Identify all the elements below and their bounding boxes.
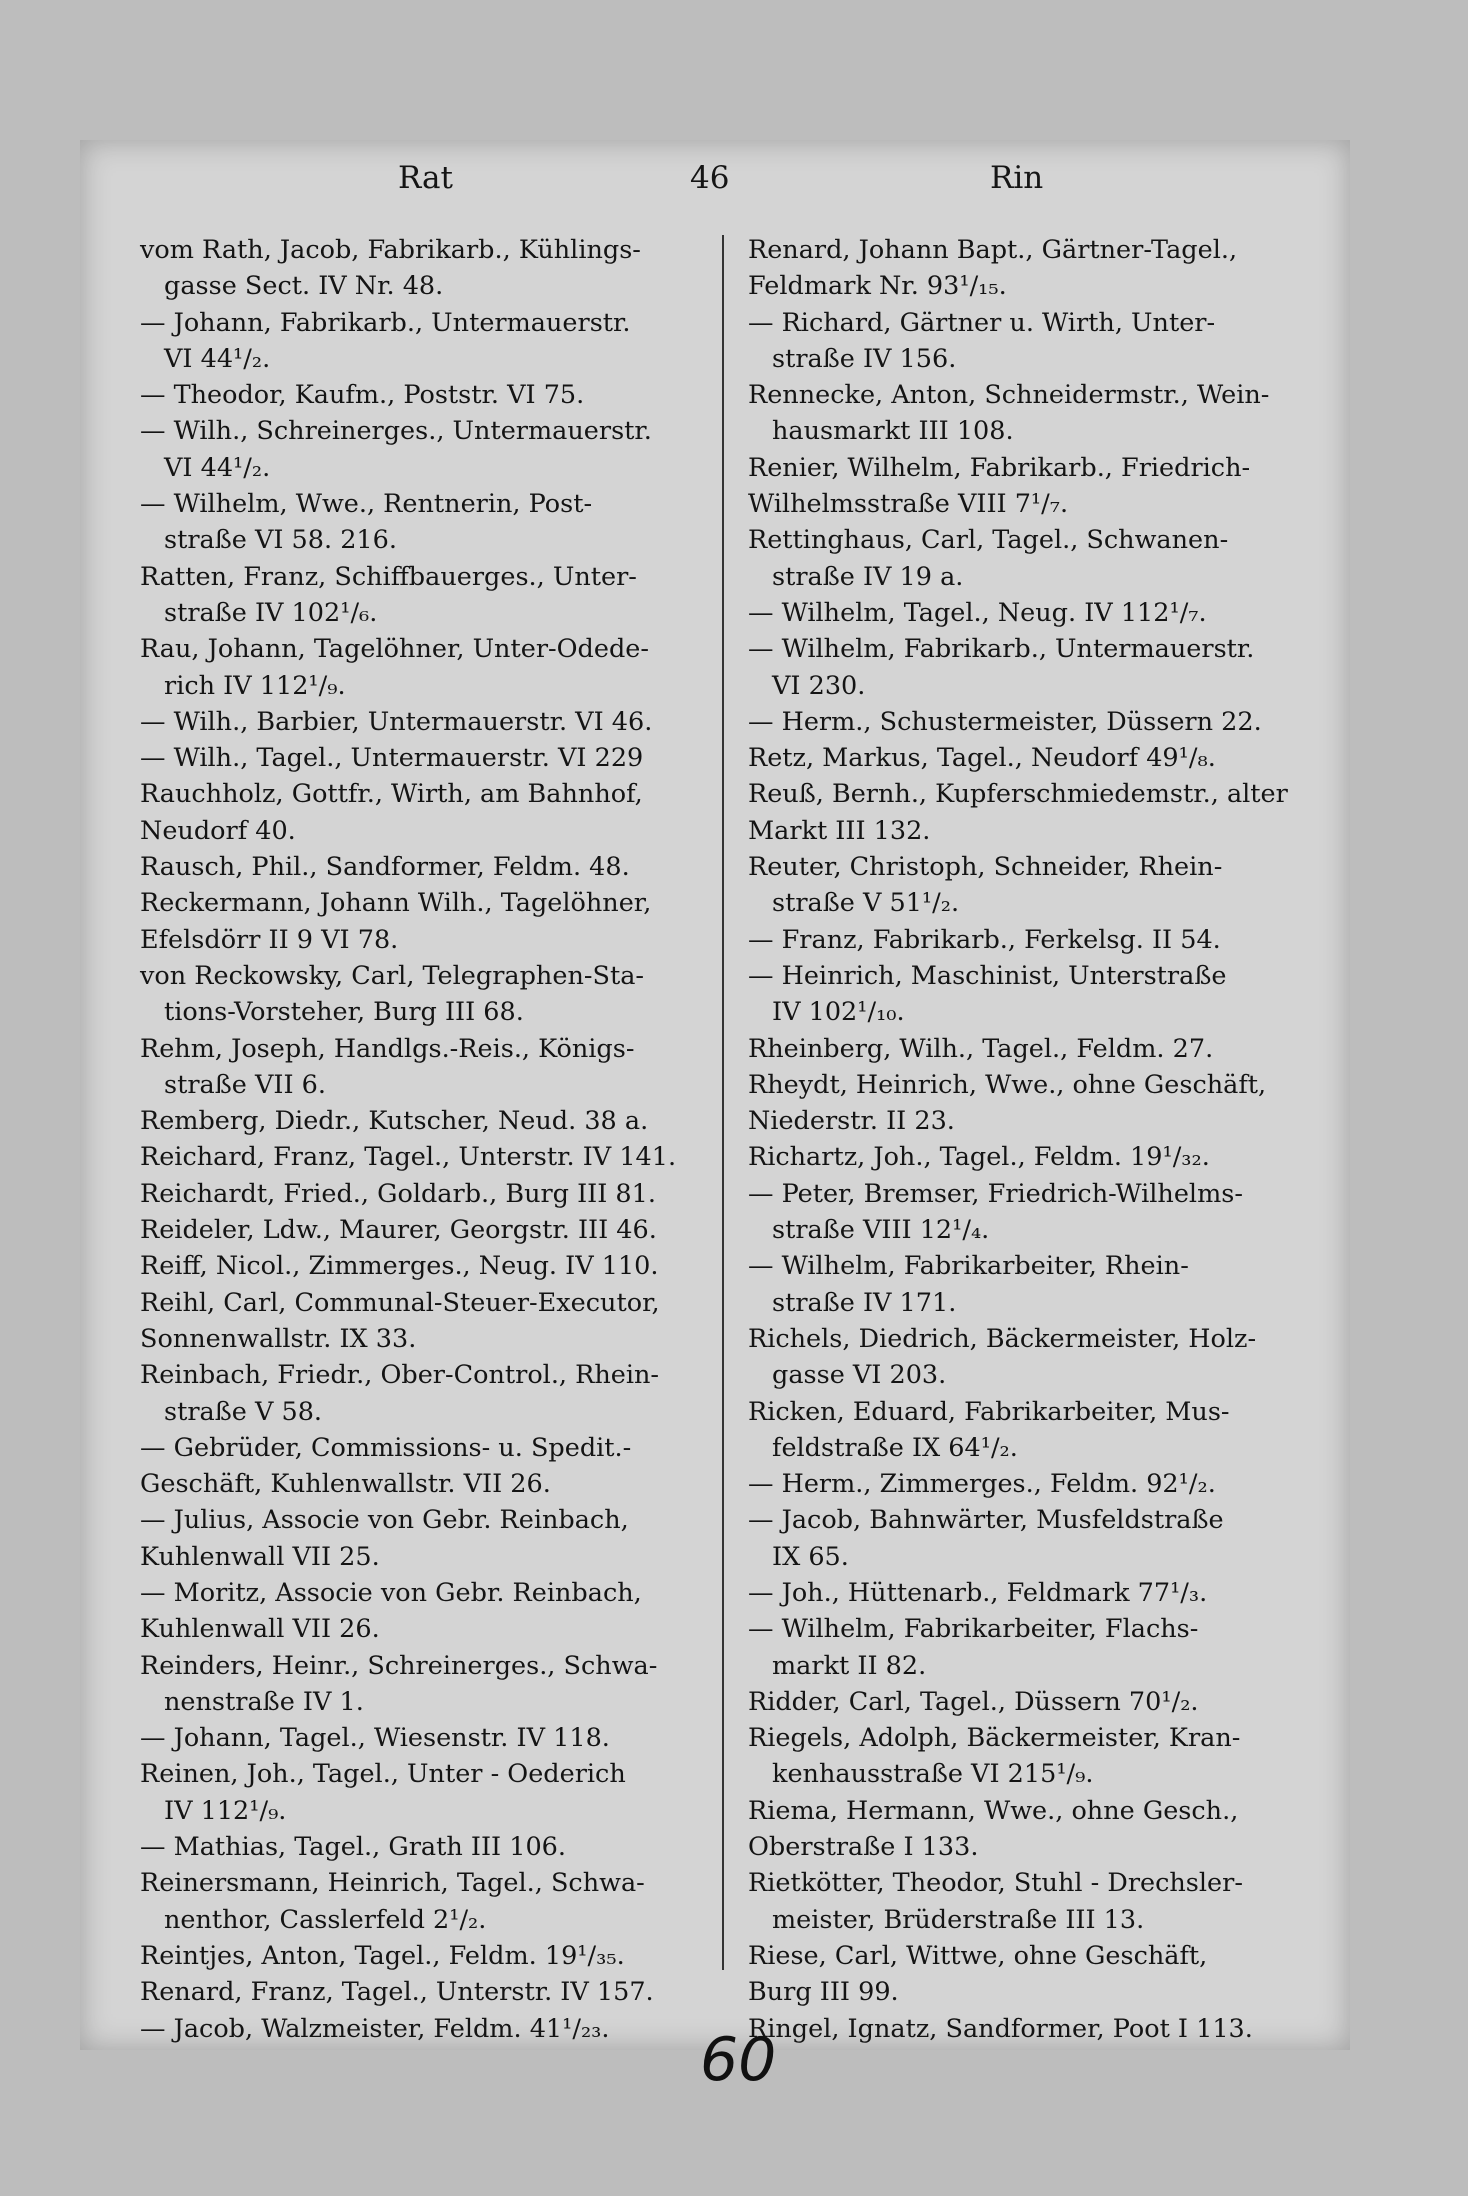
right-entry-line: Renard, Johann Bapt., Gärtner-Tagel., [748,235,1238,265]
left-entry-line: von Reckowsky, Carl, Telegraphen-Sta- [140,960,645,991]
header-left-keyword: Rat [398,160,453,196]
left-entry-line: — Wilh., Barbier, Untermauerstr. VI 46. [140,706,653,737]
left-column [140,232,710,2047]
left-entry-line: Reichardt, Fried., Goldarb., Burg III 81. [140,1178,656,1209]
left-entry-line: — Moritz, Associe von Gebr. Reinbach, [140,1577,642,1608]
right-entry-line: Rietkötter, Theodor, Stuhl - Drechsler- [748,1868,1243,1899]
right-entry-line: straße IV 19 a. [772,561,964,592]
left-entry-line: Rauchholz, Gottfr., Wirth, am Bahnhof, [140,779,643,810]
right-entry-line: gasse VI 203. [772,1360,947,1391]
right-entry-line: Niederstr. II 23. [748,1106,955,1137]
left-entry-line: Geschäft, Kuhlenwallstr. VII 26. [140,1469,551,1500]
right-entry-line: feldstraße IX 64¹/₂. [772,1432,1018,1463]
left-entry-line: — Jacob, Walzmeister, Feldm. 41¹/₂₃. [140,2013,610,2044]
left-entry-line: nenstraße IV 1. [164,1686,364,1717]
right-entry-line: Reuter, Christoph, Schneider, Rhein- [748,852,1223,883]
left-entry-line: — Johann, Fabrikarb., Untermauerstr. [140,307,631,338]
right-entry-line: — Peter, Bremser, Friedrich-Wilhelms- [748,1178,1243,1209]
right-entry-line: Ricken, Eduard, Fabrikarbeiter, Mus- [748,1396,1230,1427]
right-entry-line: Richels, Diedrich, Bäckermeister, Holz- [748,1323,1257,1354]
right-entry-line: Riese, Carl, Wittwe, ohne Geschäft, [748,1940,1208,1971]
header-right-keyword: Rin [990,160,1044,196]
left-entry-line: — Gebrüder, Commissions- u. Spedit.- [140,1432,632,1463]
left-entry-line: Rehm, Joseph, Handlgs.-Reis., Königs- [140,1033,635,1064]
right-entry-line: Retz, Markus, Tagel., Neudorf 49¹/₈. [748,743,1216,774]
right-entry-line: — Heinrich, Maschinist, Unterstraße [748,960,1227,991]
right-entry-line: — Franz, Fabrikarb., Ferkelsg. II 54. [748,924,1221,955]
right-entry-line: Rennecke, Anton, Schneidermstr., Wein- [748,380,1270,411]
right-entry-line: Rheinberg, Wilh., Tagel., Feldm. 27. [748,1033,1214,1064]
left-entry-line: Reichard, Franz, Tagel., Unterstr. IV 141. [140,1142,677,1173]
page-header [150,160,1320,210]
left-entry-line: Remberg, Diedr., Kutscher, Neud. 38 a. [140,1106,649,1137]
left-entry-line: Reinbach, Friedr., Ober-Control., Rhein- [140,1360,660,1391]
left-entry-line: rich IV 112¹/₉. [164,670,346,701]
right-entry-line: hausmarkt III 108. [772,416,1014,447]
left-entry-line: straße VII 6. [164,1069,326,1100]
left-entry-line: straße IV 102¹/₆. [164,597,378,628]
left-entry-line: Kuhlenwall VII 26. [140,1614,380,1645]
left-entry-line: vom Rath, Jacob, Fabrikarb., Kühlings- [140,235,641,265]
right-entry-line: straße VIII 12¹/₄. [772,1215,990,1246]
left-entry-line: Renard, Franz, Tagel., Unterstr. IV 157. [140,1977,654,2008]
left-entry-line: VI 44¹/₂. [164,343,271,374]
left-entry-line: — Wilhelm, Wwe., Rentnerin, Post- [140,489,593,520]
left-entry-line: Rausch, Phil., Sandformer, Feldm. 48. [140,852,630,883]
right-entry-line: Feldmark Nr. 93¹/₁₅. [748,271,1007,302]
left-entry-line: — Johann, Tagel., Wiesenstr. IV 118. [140,1723,610,1754]
right-entry-line: Reuß, Bernh., Kupferschmiedemstr., alter [748,779,1288,810]
right-entry-line: Richartz, Joh., Tagel., Feldm. 19¹/₃₂. [748,1142,1210,1173]
left-entry-line: Sonnenwallstr. IX 33. [140,1323,417,1354]
right-entry-line: straße IV 171. [772,1287,957,1318]
right-entry-line: — Joh., Hüttenarb., Feldmark 77¹/₃. [748,1577,1208,1608]
right-entry-line: straße IV 156. [772,343,957,374]
left-entry-line: — Wilh., Schreinerges., Untermauerstr. [140,416,652,447]
right-entry-line: markt II 82. [772,1650,927,1681]
left-entry-line: straße V 58. [164,1396,323,1427]
left-entry-line: — Julius, Associe von Gebr. Reinbach, [140,1505,629,1536]
right-entry-line: — Herm., Schustermeister, Düssern 22. [748,706,1262,737]
right-entry-line: — Wilhelm, Fabrikarb., Untermauerstr. [748,634,1255,665]
left-entry-line: IV 112¹/₉. [164,1795,287,1826]
right-entry-line: — Richard, Gärtner u. Wirth, Unter- [748,307,1216,338]
left-entry-line: nenthor, Casslerfeld 2¹/₂. [164,1904,487,1935]
left-entry-line: Reckermann, Johann Wilh., Tagelöhner, [140,888,652,919]
left-entry-line: — Mathias, Tagel., Grath III 106. [140,1832,567,1863]
right-entry-line: Markt III 132. [748,815,931,846]
left-entry-line: Reinersmann, Heinrich, Tagel., Schwa- [140,1868,645,1899]
right-entry-line: kenhausstraße VI 215¹/₉. [772,1759,1094,1790]
left-entry-line: Reinen, Joh., Tagel., Unter - Oederich [140,1759,626,1790]
right-entry-line: Riegels, Adolph, Bäckermeister, Kran- [748,1723,1241,1754]
right-entry-line: Renier, Wilhelm, Fabrikarb., Friedrich- [748,452,1251,483]
left-entry-line: straße VI 58. 216. [164,525,397,556]
right-entry-line: Rheydt, Heinrich, Wwe., ohne Geschäft, [748,1069,1267,1100]
right-entry-line: — Wilhelm, Fabrikarbeiter, Rhein- [748,1251,1189,1282]
left-entry-line: Kuhlenwall VII 25. [140,1541,380,1572]
right-column [748,232,1318,2047]
left-entry-line: tions-Vorsteher, Burg III 68. [164,997,524,1028]
right-entry-line: — Wilhelm, Tagel., Neug. IV 112¹/₇. [748,597,1207,628]
right-entry-line: VI 230. [772,670,866,701]
header-page-number: 46 [690,160,730,196]
left-entry-line: Efelsdörr II 9 VI 78. [140,924,399,955]
right-entry-line: Rettinghaus, Carl, Tagel., Schwanen- [748,525,1229,556]
right-entry-line: straße V 51¹/₂. [772,888,960,919]
column-divider [722,235,724,1970]
right-entry-line: Ridder, Carl, Tagel., Düssern 70¹/₂. [748,1686,1199,1717]
right-entry-line: Burg III 99. [748,1977,899,2008]
left-entry-line: Reiff, Nicol., Zimmerges., Neug. IV 110. [140,1251,659,1282]
right-entry-line: — Herm., Zimmerges., Feldm. 92¹/₂. [748,1469,1216,1500]
left-entry-line: Reihl, Carl, Communal-Steuer-Executor, [140,1287,660,1318]
left-entry-line: — Theodor, Kaufm., Poststr. VI 75. [140,380,585,411]
left-entry-line: Reinders, Heinr., Schreinerges., Schwa- [140,1650,658,1681]
right-entry-line: — Wilhelm, Fabrikarbeiter, Flachs- [748,1614,1199,1645]
left-entry-line: Rau, Johann, Tagelöhner, Unter-Odede- [140,634,649,665]
handwritten-page-number: 60 [700,2025,777,2095]
left-entry-line: gasse Sect. IV Nr. 48. [164,271,444,302]
right-entry-line: IV 102¹/₁₀. [772,997,905,1028]
right-entry-line: Ringel, Ignatz, Sandformer, Poot I 113. [748,2013,1253,2044]
right-entry-line: Oberstraße I 133. [748,1832,979,1863]
right-entry-line: meister, Brüderstraße III 13. [772,1904,1145,1935]
left-entry-line: Reideler, Ldw., Maurer, Georgstr. III 46. [140,1215,657,1246]
left-entry-line: Reintjes, Anton, Tagel., Feldm. 19¹/₃₅. [140,1940,625,1971]
left-entry-line: Ratten, Franz, Schiffbauerges., Unter- [140,561,637,592]
left-entry-line: VI 44¹/₂. [164,452,271,483]
left-entry-line: Neudorf 40. [140,815,296,846]
right-entry-line: — Jacob, Bahnwärter, Musfeldstraße [748,1505,1224,1536]
right-entry-line: Riema, Hermann, Wwe., ohne Gesch., [748,1795,1239,1826]
right-entry-line: IX 65. [772,1541,849,1572]
left-entry-line: — Wilh., Tagel., Untermauerstr. VI 229 [140,743,644,774]
right-entry-line: Wilhelmsstraße VIII 7¹/₇. [748,489,1069,520]
